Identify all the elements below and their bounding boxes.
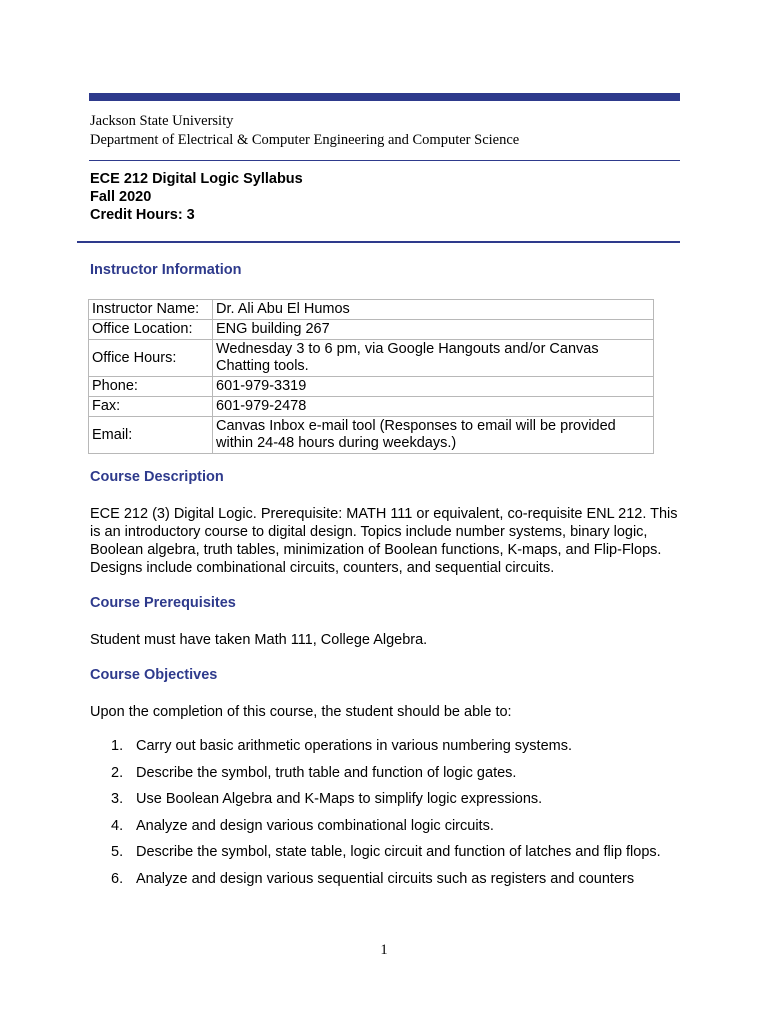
university-name: Jackson State University [90,113,234,129]
document-header [90,112,519,150]
prerequisites-text: Student must have taken Math 111, College Algebra. [90,632,428,648]
table-cell-label: Phone: [89,377,213,397]
objectives-intro: Upon the completion of this course, the student should be able to: [90,704,512,720]
objectives-list [90,738,670,897]
table-row [89,340,654,377]
table-cell-label: Fax: [89,397,213,417]
list-item [90,844,670,862]
objectives-heading: Course Objectives [90,667,218,683]
table-cell-value: Wednesday 3 to 6 pm, via Google Hangouts and/or Canvas Chatting tools. [213,340,654,377]
prerequisites-heading: Course Prerequisites [90,595,236,611]
list-item-text: Analyze and design various sequential circuits such as registers and counters [136,870,635,887]
course-credit-hours: Credit Hours: 3 [90,207,195,223]
table-cell-value: 601-979-2478 [213,397,654,417]
table-cell-label: Office Hours: [89,340,213,377]
department-name: Department of Electrical & Computer Engineering and Computer Science [90,132,520,148]
list-item-number: 5. [111,844,124,860]
list-item-number: 1. [111,738,124,754]
list-item-number: 4. [111,817,124,834]
course-term: Fall 2020 [90,189,152,205]
list-item [90,818,670,836]
description-heading: Course Description [90,469,224,485]
list-item-number: 3. [111,791,124,807]
title-divider [77,241,680,243]
table-cell-label: Email: [89,417,213,454]
course-title: ECE 212 Digital Logic Syllabus [90,171,303,187]
table-cell-value: 601-979-3319 [213,377,654,397]
table-row [89,300,654,320]
table-row [89,397,654,417]
list-item-text: Carry out basic arithmetic operations in various numbering systems. [136,738,572,754]
table-row [89,377,654,397]
instructor-table [88,299,654,454]
list-item [90,791,670,809]
table-cell-value: ENG building 267 [213,320,654,340]
list-item [90,738,670,756]
header-divider [89,160,680,161]
list-item [90,871,670,889]
table-cell-value: Dr. Ali Abu El Humos [213,300,654,320]
instructor-heading: Instructor Information [90,262,242,278]
course-title-block [90,170,303,224]
description-text: ECE 212 (3) Digital Logic. Prerequisite: MATH 111 or equivalent, co-requisite ENL 212. This is an introductory course to digital design. Topics include number systems, binary logic, Boolean algebra, truth tables, minimization of Boolean functions, K-maps, and Flip-Flops. Designs include combinational circuits, counters, and sequential circuits. [90,506,678,576]
page-number: 1 [380,942,388,958]
list-item-text: Use Boolean Algebra and K-Maps to simplify logic expressions. [136,791,543,807]
table-row [89,417,654,454]
table-cell-value: Canvas Inbox e-mail tool (Responses to email will be provided within 24-48 hours during weekdays.) [213,417,654,454]
table-cell-label: Instructor Name: [89,300,213,320]
list-item-text: Analyze and design various combinational logic circuits. [136,817,494,834]
list-item-number: 6. [111,870,124,887]
header-top-bar [89,93,680,101]
list-item-text: Describe the symbol, state table, logic circuit and function of latches and flip flops. [136,844,661,860]
list-item-number: 2. [111,764,124,781]
list-item [90,765,670,783]
table-row [89,320,654,340]
table-cell-label: Office Location: [89,320,213,340]
list-item-text: Describe the symbol, truth table and function of logic gates. [136,764,517,781]
